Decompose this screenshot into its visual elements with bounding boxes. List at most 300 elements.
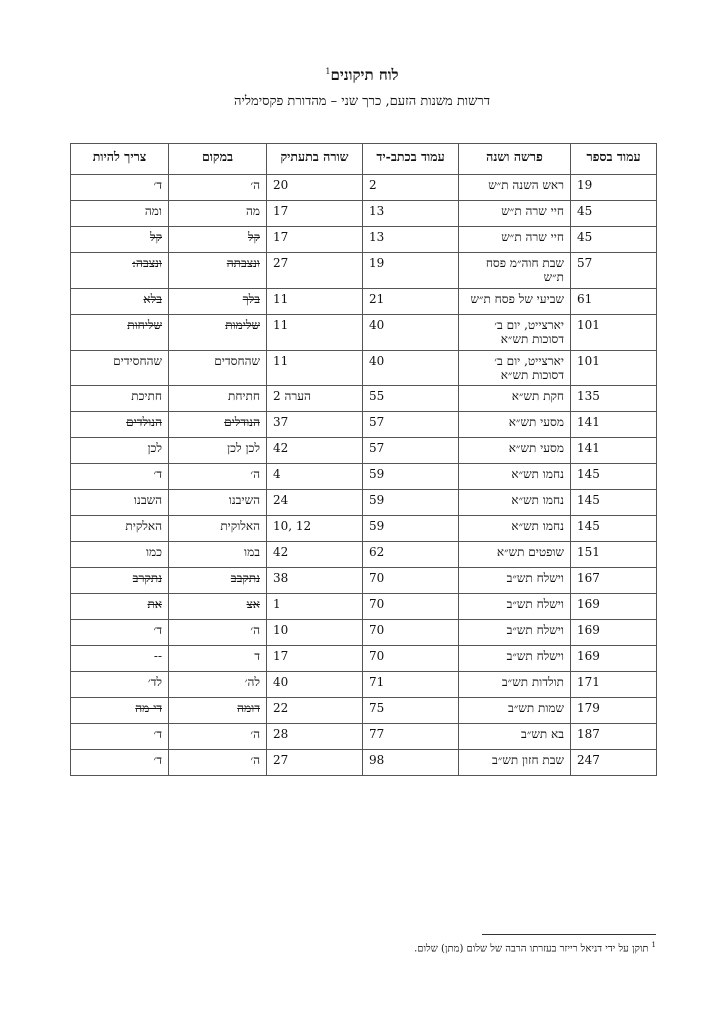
- cell-instead: [169, 672, 267, 698]
- cell-parasha-year-text: שבת חוה״מ פסח ת״ש: [485, 256, 564, 285]
- cell-transcription-line: [267, 516, 363, 542]
- cell-instead: [169, 542, 267, 568]
- cell-book-page-text: 101: [577, 353, 600, 368]
- cell-should-be: [71, 253, 169, 289]
- cell-should-be: [71, 724, 169, 750]
- cell-instead-text: ה׳: [250, 753, 260, 768]
- cell-manuscript-page-text: 59: [369, 467, 385, 482]
- cell-should-be-text: ונצבה:: [132, 256, 162, 270]
- cell-transcription-line: [267, 698, 363, 724]
- cell-parasha-year-text: וישלח תש״ב: [506, 571, 564, 586]
- cell-transcription-line: [267, 724, 363, 750]
- title-footnote-mark: 1: [325, 67, 331, 76]
- cell-manuscript-page: [363, 201, 459, 227]
- cell-should-be: [71, 288, 169, 314]
- cell-should-be-text: את: [147, 597, 162, 612]
- cell-instead: [169, 490, 267, 516]
- cell-book-page-text: 247: [577, 753, 600, 768]
- table-row: [71, 490, 657, 516]
- table-header-row: [71, 144, 657, 175]
- cell-book-page: [571, 253, 657, 289]
- cell-instead-text: השיבנו: [228, 493, 260, 508]
- cell-manuscript-page-text: 13: [369, 204, 385, 218]
- cell-manuscript-page-text: 57: [369, 441, 385, 456]
- cell-instead-text: שהחסדים: [214, 353, 260, 368]
- cell-instead-text: ה׳: [250, 623, 260, 638]
- cell-parasha-year: [459, 516, 571, 542]
- cell-manuscript-page-text: 13: [369, 230, 385, 244]
- cell-manuscript-page-text: 70: [369, 649, 385, 664]
- cell-instead-text: דומה: [237, 701, 260, 716]
- cell-parasha-year-text: חיי שרה ת״ש: [501, 204, 564, 218]
- cell-parasha-year: [459, 490, 571, 516]
- cell-transcription-line: [267, 490, 363, 516]
- cell-should-be: [71, 620, 169, 646]
- cell-parasha-year-text: וישלח תש״ב: [506, 623, 564, 638]
- cell-should-be-text: ד׳: [153, 623, 162, 638]
- cell-should-be-text: ד׳: [153, 753, 162, 768]
- cell-should-be-text: ומה: [144, 204, 162, 218]
- cell-should-be: [71, 464, 169, 490]
- cell-manuscript-page-text: 40: [369, 353, 385, 368]
- cell-parasha-year: [459, 201, 571, 227]
- cell-parasha-year-text: ראש השנה ת״ש: [488, 178, 564, 192]
- cell-book-page: [571, 542, 657, 568]
- cell-book-page-text: 187: [577, 727, 600, 742]
- cell-manuscript-page: [363, 594, 459, 620]
- cell-should-be: [71, 490, 169, 516]
- table-row: [71, 227, 657, 253]
- cell-should-be: [71, 646, 169, 672]
- cell-transcription-line: [267, 620, 363, 646]
- table-row: [71, 646, 657, 672]
- title-text: לוח תיקונים: [330, 66, 399, 84]
- cell-transcription-line-text: 27: [273, 256, 289, 270]
- cell-transcription-line-text: 24: [273, 493, 289, 508]
- cell-instead: [169, 350, 267, 386]
- cell-manuscript-page-text: 21: [369, 291, 385, 306]
- cell-instead-text: בלך: [242, 291, 260, 306]
- cell-transcription-line: [267, 438, 363, 464]
- cell-manuscript-page-text: 70: [369, 571, 385, 586]
- cell-instead-text: אצ: [246, 597, 260, 612]
- cell-book-page-text: 19: [577, 178, 593, 192]
- cell-book-page: [571, 464, 657, 490]
- cell-should-be-text: קל: [149, 230, 162, 244]
- cell-should-be-text: לד׳: [147, 675, 162, 690]
- cell-parasha-year: [459, 672, 571, 698]
- cell-should-be-text: בלא: [143, 291, 162, 306]
- cell-should-be: [71, 412, 169, 438]
- cell-book-page-text: 141: [577, 415, 600, 430]
- cell-book-page-text: 167: [577, 571, 600, 586]
- header-should-be: צריך להיות: [71, 144, 169, 175]
- cell-parasha-year: [459, 386, 571, 412]
- cell-should-be: [71, 201, 169, 227]
- cell-parasha-year: [459, 227, 571, 253]
- cell-instead-text: הנודלים: [224, 415, 260, 430]
- cell-manuscript-page: [363, 620, 459, 646]
- table-row: [71, 386, 657, 412]
- cell-manuscript-page-text: 62: [369, 545, 385, 560]
- cell-manuscript-page: [363, 253, 459, 289]
- cell-manuscript-page: [363, 412, 459, 438]
- cell-book-page-text: 135: [577, 389, 600, 404]
- footnote: [414, 941, 656, 954]
- cell-transcription-line-text: 38: [273, 571, 289, 586]
- cell-instead: [169, 412, 267, 438]
- cell-transcription-line-text: 42: [273, 441, 289, 456]
- cell-parasha-year-text: מסעי תש״א: [508, 415, 564, 430]
- cell-parasha-year: [459, 724, 571, 750]
- table-row: [71, 438, 657, 464]
- table-row: [71, 672, 657, 698]
- cell-transcription-line: [267, 542, 363, 568]
- table-row: [71, 516, 657, 542]
- cell-book-page-text: 61: [577, 291, 593, 306]
- cell-transcription-line: [267, 412, 363, 438]
- cell-should-be-text: שהחסידים: [113, 353, 162, 368]
- cell-parasha-year-text: יארצייט, יום ב׳ דסוכות תש״א: [494, 353, 564, 382]
- cell-transcription-line: [267, 314, 363, 350]
- cell-parasha-year-text: וישלח תש״ב: [506, 597, 564, 612]
- cell-parasha-year-text: נחמו תש״א: [511, 519, 564, 534]
- cell-parasha-year-text: בא תש״ב: [521, 727, 564, 742]
- cell-transcription-line: [267, 386, 363, 412]
- header-parasha-year: פרשה ושנה: [459, 144, 571, 175]
- cell-manuscript-page: [363, 698, 459, 724]
- cell-parasha-year: [459, 646, 571, 672]
- table-row: [71, 724, 657, 750]
- cell-parasha-year: [459, 253, 571, 289]
- cell-book-page: [571, 646, 657, 672]
- footnote-separator: [482, 934, 656, 935]
- cell-manuscript-page: [363, 227, 459, 253]
- cell-manuscript-page-text: 77: [369, 727, 385, 742]
- cell-transcription-line-text: 22: [273, 701, 289, 716]
- header-instead: במקום: [169, 144, 267, 175]
- cell-should-be-text: חתיכת: [131, 389, 162, 404]
- cell-manuscript-page-text: 55: [369, 389, 385, 404]
- table-row: [71, 201, 657, 227]
- cell-instead-text: האלוקית: [220, 519, 260, 534]
- table-row: [71, 288, 657, 314]
- cell-instead: [169, 516, 267, 542]
- cell-transcription-line-text: 42: [273, 545, 289, 560]
- cell-manuscript-page: [363, 386, 459, 412]
- cell-transcription-line: [267, 646, 363, 672]
- table-row: [71, 412, 657, 438]
- cell-instead: [169, 438, 267, 464]
- cell-should-be-text: האלקית: [125, 519, 162, 534]
- cell-manuscript-page: [363, 646, 459, 672]
- cell-instead-text: שלימות: [225, 317, 260, 332]
- cell-should-be-text: הנולדים: [126, 415, 162, 430]
- cell-book-page-text: 145: [577, 493, 600, 508]
- cell-instead-text: ד: [254, 649, 260, 664]
- cell-manuscript-page-text: 98: [369, 753, 385, 768]
- cell-manuscript-page: [363, 464, 459, 490]
- cell-instead-text: ה׳: [250, 467, 260, 482]
- cell-book-page: [571, 175, 657, 201]
- cell-parasha-year: [459, 594, 571, 620]
- cell-book-page: [571, 724, 657, 750]
- cell-transcription-line: [267, 227, 363, 253]
- cell-parasha-year-text: שבת חזון תש״ב: [492, 753, 564, 768]
- cell-book-page: [571, 201, 657, 227]
- cell-should-be: [71, 516, 169, 542]
- cell-book-page: [571, 227, 657, 253]
- cell-should-be: [71, 175, 169, 201]
- cell-parasha-year: [459, 175, 571, 201]
- table-row: [71, 620, 657, 646]
- cell-manuscript-page: [363, 672, 459, 698]
- cell-manuscript-page: [363, 350, 459, 386]
- cell-instead: [169, 464, 267, 490]
- cell-instead: [169, 227, 267, 253]
- cell-instead-text: חתיחת: [228, 389, 260, 404]
- table-row: [71, 464, 657, 490]
- cell-parasha-year: [459, 698, 571, 724]
- cell-transcription-line-text: 17: [273, 204, 289, 218]
- cell-instead: [169, 594, 267, 620]
- cell-instead: [169, 253, 267, 289]
- cell-book-page: [571, 672, 657, 698]
- cell-should-be: [71, 594, 169, 620]
- cell-transcription-line-text: 17: [273, 649, 289, 664]
- cell-should-be: [71, 750, 169, 776]
- cell-parasha-year-text: שביעי של פסח ת״ש: [470, 291, 564, 306]
- cell-book-page-text: 145: [577, 467, 600, 482]
- cell-parasha-year-text: חקת תש״א: [511, 389, 564, 404]
- cell-parasha-year-text: חיי שרה ת״ש: [501, 230, 564, 244]
- cell-transcription-line: [267, 253, 363, 289]
- cell-parasha-year: [459, 438, 571, 464]
- cell-transcription-line: [267, 672, 363, 698]
- cell-book-page-text: 169: [577, 623, 600, 638]
- cell-instead: [169, 175, 267, 201]
- cell-book-page: [571, 750, 657, 776]
- table-row: [71, 253, 657, 289]
- cell-manuscript-page-text: 40: [369, 317, 385, 332]
- cell-book-page: [571, 386, 657, 412]
- cell-should-be: [71, 542, 169, 568]
- cell-should-be: [71, 438, 169, 464]
- cell-instead-text: לה׳: [244, 675, 260, 690]
- cell-book-page: [571, 438, 657, 464]
- cell-instead: [169, 288, 267, 314]
- cell-parasha-year: [459, 412, 571, 438]
- cell-book-page-text: 169: [577, 597, 600, 612]
- cell-parasha-year: [459, 464, 571, 490]
- cell-parasha-year-text: וישלח תש״ב: [506, 649, 564, 664]
- table-row: [71, 750, 657, 776]
- cell-manuscript-page-text: 19: [369, 256, 385, 270]
- cell-transcription-line-text: 10, 12: [273, 519, 312, 534]
- cell-parasha-year: [459, 350, 571, 386]
- cell-parasha-year: [459, 542, 571, 568]
- cell-transcription-line: [267, 750, 363, 776]
- cell-should-be-text: ד׳: [153, 727, 162, 742]
- corrections-table: [70, 143, 657, 776]
- cell-transcription-line: [267, 288, 363, 314]
- cell-parasha-year-text: תולדות תש״ב: [501, 675, 564, 690]
- cell-book-page-text: 151: [577, 545, 600, 560]
- cell-book-page-text: 171: [577, 675, 600, 690]
- cell-instead: [169, 201, 267, 227]
- cell-manuscript-page-text: 59: [369, 493, 385, 508]
- cell-should-be-text: כמו: [145, 545, 162, 560]
- header-transcription-line: שורה בתעתיק: [267, 144, 363, 175]
- cell-parasha-year-text: מסעי תש״א: [508, 441, 564, 456]
- cell-should-be-text: שליחות: [127, 317, 162, 332]
- cell-transcription-line-text: 40: [273, 675, 289, 690]
- cell-manuscript-page: [363, 568, 459, 594]
- cell-transcription-line-text: 28: [273, 727, 289, 742]
- cell-parasha-year-text: נחמו תש״א: [511, 493, 564, 508]
- page-subtitle: דרשות משנות הזעם, כרך שני – מהדורת פקסימליה: [234, 94, 490, 109]
- table-row: [71, 350, 657, 386]
- cell-parasha-year-text: שופטים תש״א: [496, 545, 564, 560]
- cell-transcription-line: [267, 594, 363, 620]
- cell-transcription-line-text: 1: [273, 597, 281, 612]
- cell-transcription-line-text: 11: [273, 353, 289, 368]
- cell-book-page: [571, 698, 657, 724]
- cell-transcription-line: [267, 464, 363, 490]
- cell-should-be-text: ד׳: [153, 467, 162, 482]
- cell-transcription-line-text: 37: [273, 415, 289, 430]
- cell-instead: [169, 750, 267, 776]
- cell-instead-text: במו: [244, 545, 260, 560]
- cell-instead-text: ה׳: [250, 178, 260, 192]
- cell-transcription-line: [267, 568, 363, 594]
- cell-instead: [169, 386, 267, 412]
- cell-parasha-year: [459, 750, 571, 776]
- cell-should-be: [71, 568, 169, 594]
- cell-book-page-text: 145: [577, 519, 600, 534]
- cell-should-be-text: נתקרב: [132, 571, 162, 586]
- cell-should-be-text: די מה: [135, 701, 162, 716]
- cell-transcription-line-text: 20: [273, 178, 289, 192]
- cell-book-page: [571, 350, 657, 386]
- cell-instead: [169, 698, 267, 724]
- cell-instead: [169, 314, 267, 350]
- cell-manuscript-page-text: 71: [369, 675, 385, 690]
- table-row: [71, 175, 657, 201]
- cell-book-page-text: 45: [577, 204, 593, 218]
- cell-book-page-text: 57: [577, 256, 593, 270]
- cell-instead: [169, 724, 267, 750]
- cell-instead: [169, 620, 267, 646]
- cell-manuscript-page: [363, 750, 459, 776]
- cell-book-page: [571, 490, 657, 516]
- cell-parasha-year-text: יארצייט, יום ב׳ דסוכות תש״א: [494, 317, 564, 347]
- cell-book-page-text: 141: [577, 441, 600, 456]
- cell-book-page: [571, 620, 657, 646]
- cell-should-be: [71, 314, 169, 350]
- cell-manuscript-page-text: 2: [369, 178, 377, 192]
- cell-transcription-line-text: 27: [273, 753, 289, 768]
- cell-instead-text: ה׳: [250, 727, 260, 742]
- cell-manuscript-page: [363, 516, 459, 542]
- cell-parasha-year: [459, 568, 571, 594]
- cell-transcription-line: [267, 350, 363, 386]
- table-row: [71, 594, 657, 620]
- cell-transcription-line-text: 11: [273, 291, 289, 306]
- cell-transcription-line-text: 11: [273, 317, 289, 332]
- cell-transcription-line-text: 4: [273, 467, 281, 482]
- cell-transcription-line: [267, 175, 363, 201]
- cell-should-be: [71, 227, 169, 253]
- cell-should-be-text: השבנו: [133, 493, 162, 508]
- cell-manuscript-page-text: 70: [369, 623, 385, 638]
- cell-instead: [169, 646, 267, 672]
- table-row: [71, 542, 657, 568]
- cell-instead-text: קל: [247, 230, 260, 244]
- cell-manuscript-page-text: 57: [369, 415, 385, 430]
- cell-should-be: [71, 698, 169, 724]
- cell-manuscript-page: [363, 438, 459, 464]
- cell-transcription-line-text: הערה 2: [273, 389, 311, 404]
- cell-book-page: [571, 314, 657, 350]
- cell-manuscript-page-text: 70: [369, 597, 385, 612]
- cell-should-be: [71, 350, 169, 386]
- cell-manuscript-page: [363, 288, 459, 314]
- cell-transcription-line-text: 17: [273, 230, 289, 244]
- cell-instead-text: מה: [245, 204, 260, 218]
- cell-should-be-text: --: [153, 649, 162, 664]
- cell-transcription-line-text: 10: [273, 623, 289, 638]
- cell-parasha-year: [459, 620, 571, 646]
- cell-book-page: [571, 288, 657, 314]
- table-row: [71, 568, 657, 594]
- cell-manuscript-page: [363, 724, 459, 750]
- footnote-text: תוקן על ידי דניאל רייזר בעזרתו הרבה של שלום (מתן) שלום.: [414, 943, 649, 955]
- cell-instead-text: לכן לכן: [227, 441, 260, 456]
- cell-transcription-line: [267, 201, 363, 227]
- cell-book-page: [571, 516, 657, 542]
- cell-should-be: [71, 386, 169, 412]
- cell-book-page-text: 45: [577, 230, 593, 244]
- cell-manuscript-page: [363, 490, 459, 516]
- cell-parasha-year: [459, 314, 571, 350]
- cell-manuscript-page: [363, 542, 459, 568]
- cell-should-be: [71, 672, 169, 698]
- cell-should-be-text: לכן: [147, 441, 162, 456]
- cell-manuscript-page: [363, 314, 459, 350]
- header-book-page: עמוד בספר: [571, 144, 657, 175]
- header-manuscript-page: עמוד בכתב-יד: [363, 144, 459, 175]
- cell-manuscript-page-text: 59: [369, 519, 385, 534]
- cell-book-page: [571, 412, 657, 438]
- cell-parasha-year-text: נחמו תש״א: [511, 467, 564, 482]
- table-row: [71, 314, 657, 350]
- footnote-mark: 1: [651, 941, 656, 949]
- cell-book-page-text: 179: [577, 701, 600, 716]
- page-title: [0, 66, 724, 85]
- cell-book-page: [571, 594, 657, 620]
- cell-instead-text: נתקבב: [230, 571, 260, 586]
- cell-parasha-year: [459, 288, 571, 314]
- cell-manuscript-page: [363, 175, 459, 201]
- cell-book-page-text: 169: [577, 649, 600, 664]
- cell-book-page: [571, 568, 657, 594]
- cell-book-page-text: 101: [577, 317, 600, 332]
- cell-instead: [169, 568, 267, 594]
- cell-should-be-text: ד׳: [153, 178, 162, 192]
- cell-parasha-year-text: שמות תש״ב: [508, 701, 564, 716]
- table-row: [71, 698, 657, 724]
